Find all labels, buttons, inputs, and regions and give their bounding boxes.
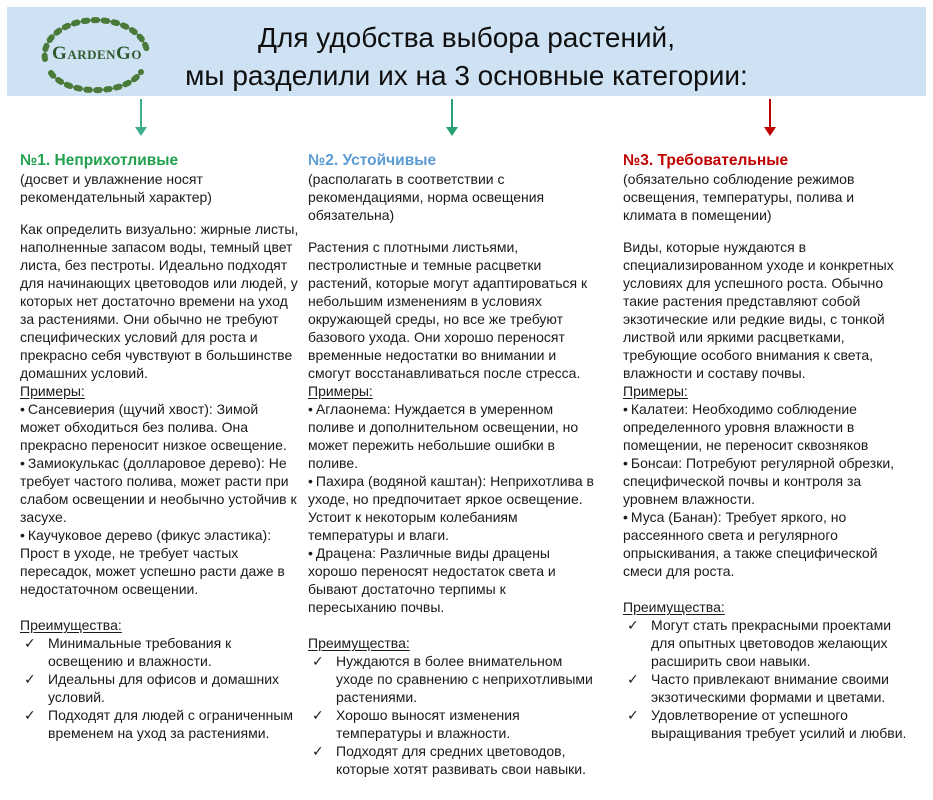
bullet-icon: • [308,473,313,489]
logo-text: GardenGo [52,43,142,64]
checkmark-icon: ✓ [312,743,324,759]
example-item [308,544,597,616]
example-text: Аглаонема: Нуждается в умеренном поливе и дополнительном освещении, но может пережить небольшие ошибки в поливе. [308,401,579,471]
example-item [20,526,301,598]
checkmark-icon: ✓ [627,707,639,723]
example-item [623,454,911,508]
checkmark-icon: ✓ [312,707,324,723]
category-1-subtitle: (досвет и увлажнение носят рекомендательный характер) [20,171,212,205]
bullet-icon: • [308,401,313,417]
advantage-text: Подходят для людей с ограниченным временем на уход за растениями. [48,707,294,741]
checkmark-icon: ✓ [24,635,36,651]
advantage-item [623,706,911,742]
advantage-text: Могут стать прекрасными проектами для опытных цветоводов желающих расширить свои навыки. [651,617,892,669]
bullet-icon: • [20,527,25,543]
category-1-heading: №1. Неприхотливые [20,152,179,169]
example-text: Муса (Банан): Требует яркого, но рассеянного света и регулярного опрыскивания, а также специфической смеси для роста. [623,509,878,579]
advantage-text: Часто привлекают внимание своими экзотическими формами и цветами. [651,671,889,705]
category-3-advantages-list [623,616,911,742]
category-2-advantages-list [308,652,597,778]
bullet-icon: • [20,401,25,417]
category-column-2 [308,151,597,778]
advantage-item [308,742,597,778]
category-column-3 [623,151,911,742]
advantage-text: Хорошо выносят изменения температуры и влажности. [336,707,520,741]
category-1-advantages-label: Преимущества: [20,617,122,633]
page-title [7,19,926,95]
category-2-examples-label: Примеры: [308,383,373,399]
category-2-examples-list [308,400,597,616]
checkmark-icon: ✓ [24,707,36,723]
example-text: Сансевиерия (щучий хвост): Зимой может обходиться без полива. Она прекрасно переносит низкое освещение. [20,401,287,453]
advantage-text: Минимальные требования к освещению и влажности. [48,635,232,669]
bullet-icon: • [623,455,628,471]
advantage-text: Удовлетворение от успешного выращивания требует усилий и любви. [651,707,907,741]
category-1-examples-label: Примеры: [20,383,85,399]
header-band [7,7,926,96]
category-2-advantages-label: Преимущества: [308,635,410,651]
advantage-item [308,706,597,742]
checkmark-icon: ✓ [627,617,639,633]
checkmark-icon: ✓ [24,671,36,687]
example-item [20,400,301,454]
advantage-text: Подходят для средних цветоводов, которые хотят развивать свои навыки. [336,743,587,777]
advantage-text: Идеальны для офисов и домашних условий. [48,671,280,705]
arrow-down-category-2-icon [446,99,458,136]
category-3-advantages-label: Преимущества: [623,599,725,615]
example-item [20,454,301,526]
advantage-item [623,616,911,670]
example-text: Калатеи: Необходимо соблюдение определенного уровня влажности в помещении, не переносит сквозняков [623,401,869,453]
advantage-item [623,670,911,706]
example-text: Бонсаи: Потребуют регулярной обрезки, специфической почвы и контроля за уровнем влажности. [623,455,895,507]
example-item [623,400,911,454]
category-3-heading: №3. Требовательные [623,152,789,169]
category-1-description: Как определить визуально: жирные листы, наполненные запасом воды, темный цвет листа, без пестроты. Идеально подходят для начинающих цветоводов или людей, у которых нет достаточно времени на уход за растениями. Они обычно не требуют специфических условий для роста и прекрасно себя чувствуют в большинстве домашних условий. [20,221,299,381]
advantage-item [20,634,301,670]
advantage-item [20,706,301,742]
page-title-line-2: мы разделили их на 3 основные категории: [185,60,748,91]
example-item [623,508,911,580]
bullet-icon: • [308,545,313,561]
advantage-item [20,670,301,706]
advantage-item [308,652,597,706]
example-item [308,400,597,472]
category-2-description: Растения с плотными листьями, пестролистные и темные расцветки растений, которые могут адаптироваться к небольшим изменениям в условиях окружающей среды, но все же требуют базового ухода. Они хорошо переносят временные недостатки во внимании и смогут восстанавливаться после стресса. [308,239,588,381]
category-3-examples-list [623,400,911,580]
advantage-text: Нуждаются в более внимательном уходе по сравнению с неприхотливыми растениями. [336,653,593,705]
example-text: Драцена: Различные виды драцены хорошо переносят недостаток света и бывают достаточно терпимы к пересыханию почвы. [308,545,556,615]
category-column-1 [20,151,301,742]
checkmark-icon: ✓ [627,671,639,687]
checkmark-icon: ✓ [312,653,324,669]
example-item [308,472,597,544]
category-3-examples-label: Примеры: [623,383,688,399]
category-2-subtitle: (располагать в соответствии с рекомендациями, норма освещения обязательна) [308,171,545,223]
bullet-icon: • [20,455,25,471]
category-2-heading: №2. Устойчивые [308,152,437,169]
example-text: Каучуковое дерево (фикус эластика): Прост в уходе, не требует частых пересадок, может успешно расти даже в недостаточном освещении. [20,527,285,597]
category-3-subtitle: (обязательно соблюдение режимов освещения, температуры, полива и климата в помещении) [623,171,855,223]
category-1-advantages-list [20,634,301,742]
bullet-icon: • [623,509,628,525]
bullet-icon: • [623,401,628,417]
category-1-examples-list [20,400,301,598]
arrow-down-category-3-icon [764,99,776,136]
arrow-down-category-1-icon [135,99,147,136]
category-3-description: Виды, которые нуждаются в специализированном уходе и конкретных условиях для успешного роста. Обычно такие растения представляют собой экзотические или редкие виды, с тонкой листвой или яркими расцветками, требующие особого внимания к света, влажности и составу почвы. [623,239,894,381]
page-title-line-1: Для удобства выбора растений, [258,22,675,53]
example-text: Пахира (водяной каштан): Неприхотлива в уходе, но предпочитает яркое освещение. Устоит к некоторым колебаниям температуры и влаги. [308,473,594,543]
example-text: Замиокулькас (долларовое дерево): Не требует частого полива, может расти при слабом освещении и необычно устойчив к засухе. [20,455,297,525]
